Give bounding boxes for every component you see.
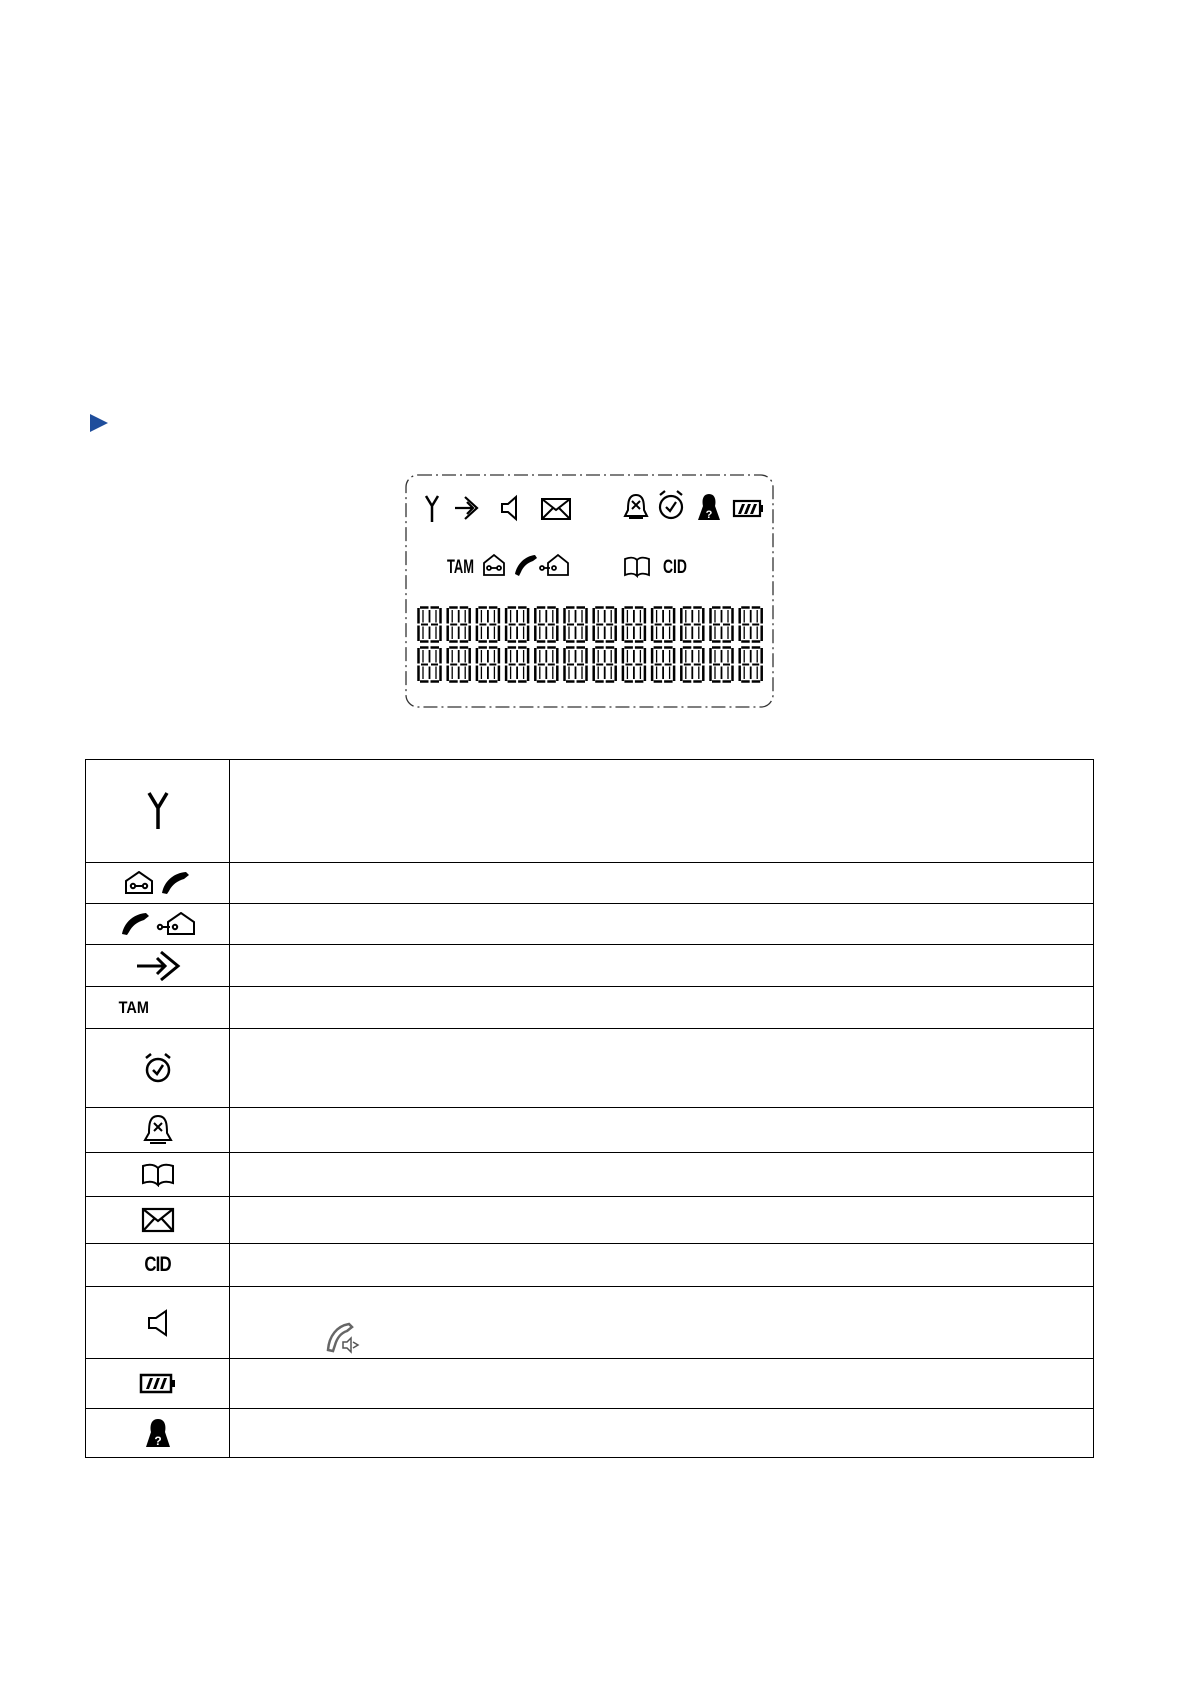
segment-character <box>681 648 703 682</box>
handsfree-key-icon <box>325 1322 361 1354</box>
speaker-icon <box>147 1309 169 1337</box>
icon-cell <box>86 987 230 1029</box>
locked-person-icon <box>145 1417 171 1449</box>
lcd-cid-label: CID <box>663 557 687 578</box>
icon-cell <box>86 1108 230 1153</box>
segment-character <box>681 608 703 642</box>
envelope-icon <box>141 1207 175 1233</box>
table-row <box>86 987 1094 1029</box>
segment-character <box>535 648 557 682</box>
lcd-tam-label: TAM <box>447 557 474 578</box>
table-row <box>86 1153 1094 1197</box>
table-row <box>86 1029 1094 1108</box>
envelope-icon <box>542 499 570 519</box>
phonebook-icon <box>141 1163 175 1187</box>
table-row <box>86 863 1094 904</box>
segment-character <box>740 648 762 682</box>
table-row <box>86 1409 1094 1458</box>
icon-legend-table <box>85 759 1094 1458</box>
ringer-off-bell-icon <box>625 495 647 518</box>
handset-icon <box>515 555 537 576</box>
lcd-display <box>405 474 774 708</box>
icon-cell <box>86 945 230 987</box>
table-row <box>86 1287 1094 1359</box>
description-cell <box>230 1244 1094 1287</box>
svg-text:?: ? <box>705 509 713 521</box>
icon-cell <box>86 1197 230 1244</box>
segment-character <box>477 648 499 682</box>
segment-character <box>652 608 674 642</box>
segment-character <box>711 608 733 642</box>
icon-cell <box>86 1153 230 1197</box>
ringer-off-bell-icon <box>143 1113 173 1147</box>
handset-icon <box>159 871 191 895</box>
section-bullet-icon <box>90 414 108 432</box>
svg-text:?: ? <box>153 1434 162 1448</box>
house-handset-icon <box>124 871 154 895</box>
table-row <box>86 1197 1094 1244</box>
alarm-clock-icon <box>660 491 682 518</box>
segment-character <box>594 608 616 642</box>
segment-character <box>448 648 470 682</box>
description-cell <box>230 904 1094 945</box>
segment-character <box>448 608 470 642</box>
table-row <box>86 904 1094 945</box>
description-cell <box>230 1359 1094 1409</box>
phonebook-icon <box>625 558 649 576</box>
handset-icon <box>119 912 151 936</box>
segment-character <box>565 648 587 682</box>
description-cell <box>230 945 1094 987</box>
icon-cell <box>86 1029 230 1108</box>
description-cell <box>230 863 1094 904</box>
description-cell <box>230 1153 1094 1197</box>
segment-character <box>652 648 674 682</box>
segment-character <box>623 608 645 642</box>
icon-cell <box>86 1287 230 1359</box>
description-cell <box>230 1287 1094 1359</box>
description-cell <box>230 987 1094 1029</box>
intercom-arrow-icon <box>135 950 181 982</box>
segment-character <box>594 648 616 682</box>
speaker-icon <box>502 497 516 519</box>
handset-house-icon <box>156 912 196 936</box>
description-cell <box>230 1409 1094 1458</box>
icon-cell <box>86 760 230 863</box>
table-row <box>86 1108 1094 1153</box>
segment-character <box>506 608 528 642</box>
segment-character <box>623 648 645 682</box>
description-cell <box>230 760 1094 863</box>
cid-icon: CID <box>144 1253 171 1276</box>
alarm-clock-icon <box>143 1052 173 1084</box>
handset-house-icon <box>540 555 568 575</box>
icon-cell <box>86 1244 230 1287</box>
locked-person-icon <box>698 494 720 521</box>
house-handset-icon <box>484 555 504 575</box>
table-row <box>86 1244 1094 1287</box>
segment-character <box>419 648 441 682</box>
description-cell <box>230 1108 1094 1153</box>
battery-icon <box>734 501 763 516</box>
antenna-icon <box>426 496 438 522</box>
segment-character <box>419 608 441 642</box>
table-row <box>86 760 1094 863</box>
segment-character <box>477 608 499 642</box>
segment-character <box>565 608 587 642</box>
icon-cell <box>86 863 230 904</box>
icon-cell <box>86 1409 230 1458</box>
antenna-icon <box>145 791 171 831</box>
lcd-frame <box>406 475 773 707</box>
battery-icon <box>139 1373 177 1395</box>
intercom-arrow-icon <box>455 497 477 519</box>
tam-icon: TAM <box>118 997 149 1017</box>
segment-character <box>535 608 557 642</box>
description-cell <box>230 1029 1094 1108</box>
segment-display-grid <box>419 608 762 682</box>
segment-character <box>506 648 528 682</box>
segment-character <box>711 648 733 682</box>
segment-character <box>740 608 762 642</box>
table-row <box>86 945 1094 987</box>
icon-cell <box>86 904 230 945</box>
icon-cell <box>86 1359 230 1409</box>
description-cell <box>230 1197 1094 1244</box>
table-row <box>86 1359 1094 1409</box>
